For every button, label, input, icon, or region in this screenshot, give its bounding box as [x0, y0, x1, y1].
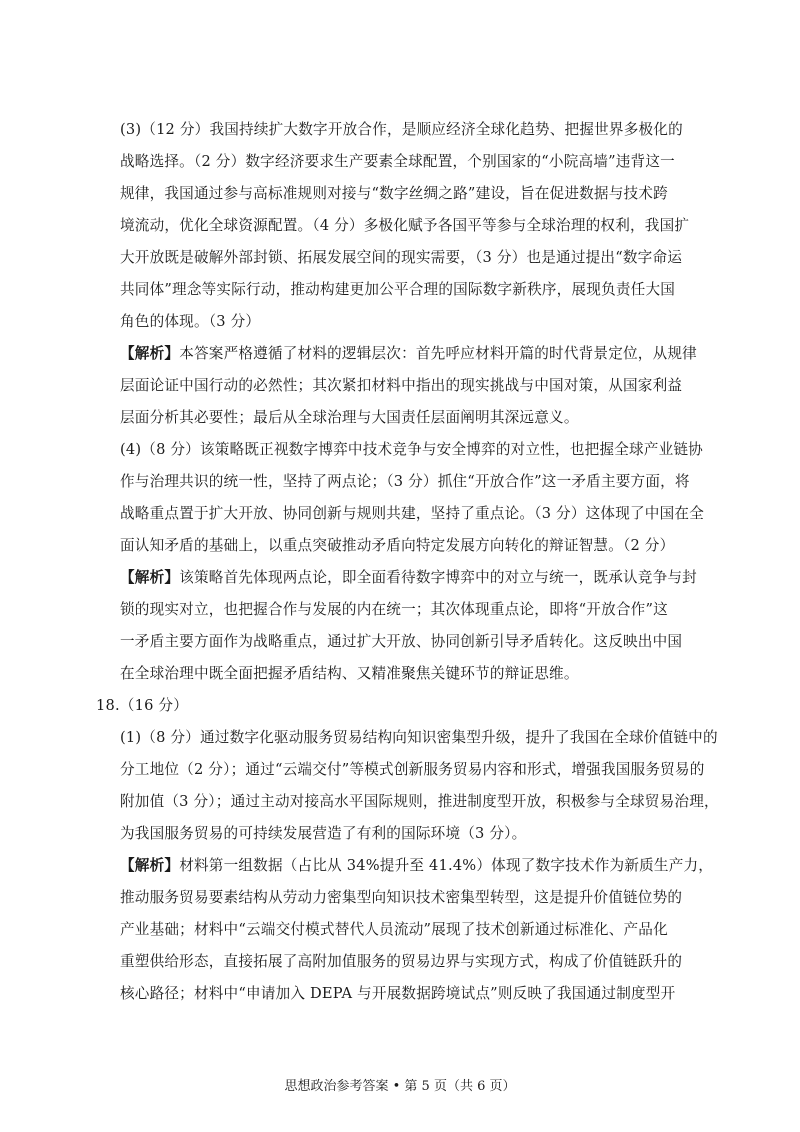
text-line: 产业基础；材料中“云端交付模式替代人员流动”展现了技术创新通过标准化、产品化 [120, 921, 668, 938]
text-line: 大开放既是破解外部封锁、拓展发展空间的现实需要，（3 分）也是通过提出“数字命运 [120, 249, 683, 266]
text-line: 锁的现实对立，也把握合作与发展的内在统一；其次体现重点论，即将“开放合作”这 [120, 601, 668, 618]
text-line: 附加值（3 分）；通过主动对接高水平国际规则，推进制度型开放，积极参与全球贸易治理， [120, 793, 719, 810]
text-line: 战略重点置于扩大开放、协同创新与规则共建，坚持了重点论。（3 分）这体现了中国在全 [120, 505, 704, 522]
text-line: 作与治理共识的统一性，坚持了两点论；（3 分）抓住“开放合作”这一矛盾主要方面，将 [120, 473, 690, 490]
text-line: 角色的体现。（3 分） [120, 313, 261, 330]
text-line [120, 344, 697, 364]
text-line: 面认知矛盾的基础上，以重点突破推动矛盾向特定发展方向转化的辩证智慧。（2 分） [120, 537, 675, 554]
text-line: 一矛盾主要方面作为战略重点，通过扩大开放、协同创新引导矛盾转化。这反映出中国 [120, 633, 683, 650]
text-line: (1)（8 分）通过数字化驱动服务贸易结构向知识密集型升级，提升了我国在全球价值链中的 [120, 729, 718, 746]
analysis-label: 【解析】 [120, 857, 180, 874]
text-line: 层面分析其必要性；最后从全球治理与大国责任层面阐明其深远意义。 [120, 409, 579, 426]
analysis-label: 【解析】 [120, 345, 180, 362]
analysis-text: 该策略首先体现两点论，即全面看待数字博弈中的对立与统一，既承认竞争与封 [179, 569, 697, 586]
text-line: 层面论证中国行动的必然性；其次紧扣材料中指出的现实挑战与中国对策，从国家利益 [120, 377, 683, 394]
text-line: 战略选择。（2 分）数字经济要求生产要素全球配置，个别国家的“小院高墙”违背这一 [120, 153, 675, 170]
text-line: 分工地位（2 分）；通过“云端交付”等模式创新服务贸易内容和形式，增强我国服务贸易的 [120, 761, 705, 778]
question-heading: 18.（16 分） [96, 697, 188, 714]
text-line [120, 568, 697, 588]
text-line: 规律，我国通过参与高标准规则对接与“数字丝绸之路”建设，旨在促进数据与技术跨 [120, 185, 668, 202]
text-line: (4)（8 分）该策略既正视数字博弈中技术竞争与安全博弈的对立性，也把握全球产业链协 [120, 441, 703, 458]
text-line: 重塑供给形态，直接拓展了高附加值服务的贸易边界与实现方式，构成了价值链跃升的 [120, 953, 683, 970]
text-line: 共同体”理念等实际行动，推动构建更加公平合理的国际数字新秩序，展现负责任大国 [120, 281, 676, 298]
text-line: 境流动，优化全球资源配置。（4 分）多极化赋予各国平等参与全球治理的权利，我国扩 [120, 217, 690, 234]
text-line: 在全球治理中既全面把握矛盾结构、又精准聚焦关键环节的辩证思维。 [120, 665, 579, 682]
page-footer: 思想政治参考答案 • 第 5 页（共 6 页） [284, 1079, 516, 1094]
text-line: 为我国服务贸易的可持续发展营造了有利的国际环境（3 分）。 [120, 825, 527, 842]
text-line [120, 856, 713, 876]
text-line: 核心路径；材料中“申请加入 DEPA 与开展数据跨境试点”则反映了我国通过制度型开 [120, 985, 676, 1002]
analysis-label: 【解析】 [120, 569, 180, 586]
text-line: 推动服务贸易要素结构从劳动力密集型向知识技术密集型转型，这是提升价值链位势的 [120, 889, 683, 906]
text-line: (3)（12 分）我国持续扩大数字开放合作，是顺应经济全球化趋势、把握世界多极化的 [120, 121, 683, 138]
analysis-text: 本答案严格遵循了材料的逻辑层次：首先呼应材料开篇的时代背景定位，从规律 [179, 345, 697, 362]
analysis-text: 材料第一组数据（占比从 34%提升至 41.4%）体现了数字技术作为新质生产力， [179, 857, 714, 874]
